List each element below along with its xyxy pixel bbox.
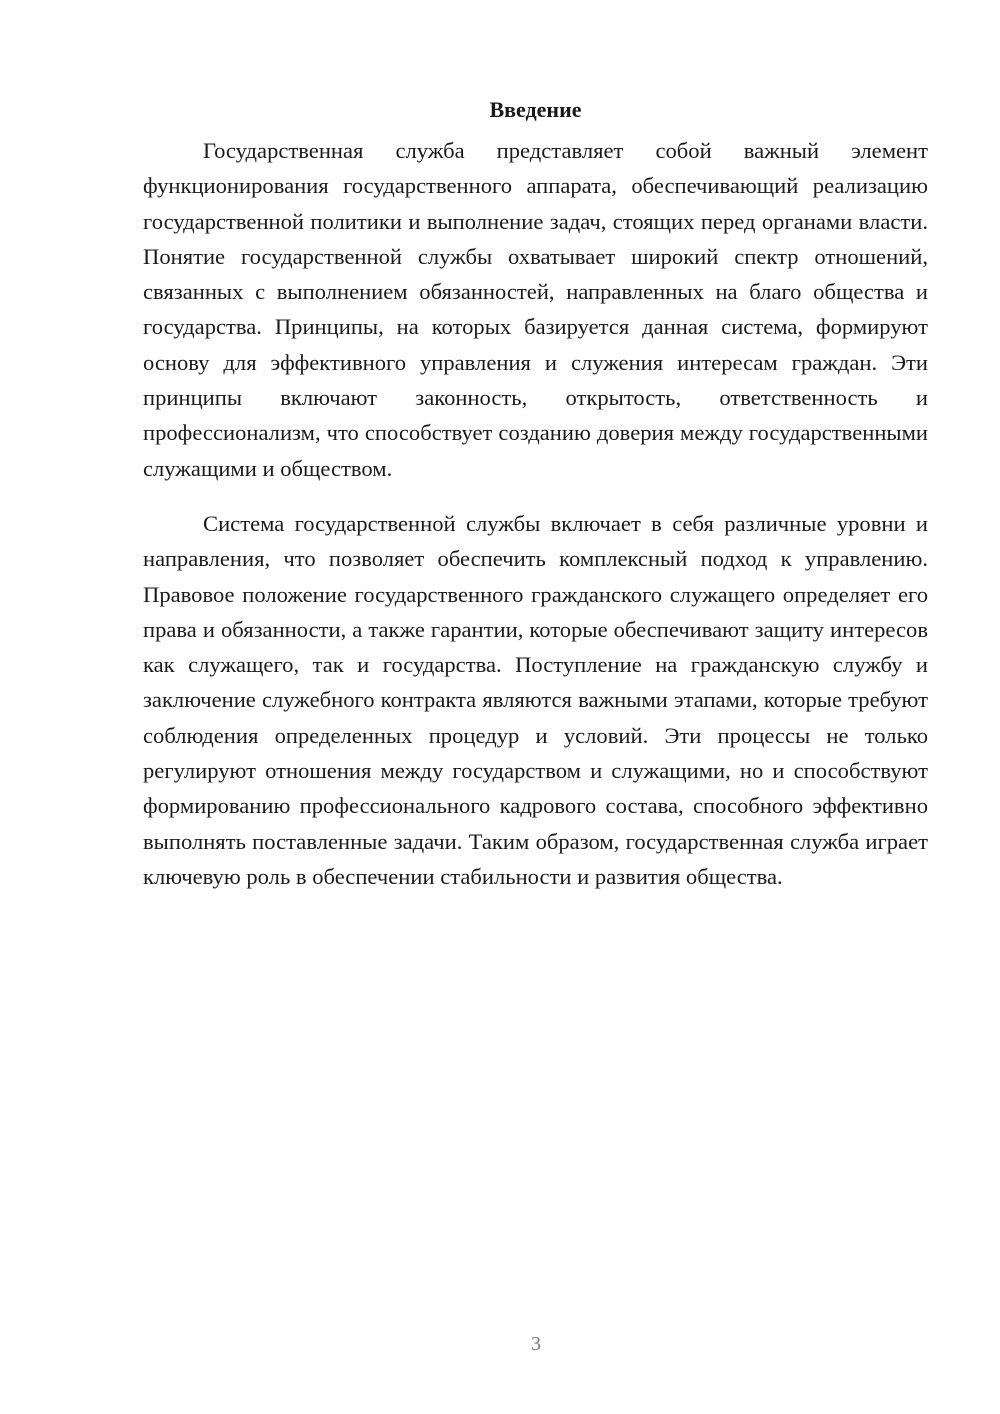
page-number: 3 bbox=[531, 1333, 541, 1355]
paragraph-2: Система государственной службы включает в себя различные уровни и направления, что позволяет обеспечить комплексный подход к управлению. Правовое положение государственного гражданского служащего определяет его права и обязанности, а также гарантии, которые обеспечивают защиту интересов как служащего, так и государства. Поступление на гражданскую службу и заключение служебного контракта являются важными этапами, которые требуют соблюдения определенных процедур и условий. Эти процессы не только регулируют отношения между государством и служащими, но и способствуют формированию профессионального кадрового состава, способного эффективно выполнять поставленные задачи. Таким образом, государственная служба играет ключевую роль в обеспечении стабильности и развития общества. bbox=[143, 510, 928, 889]
paragraph-1: Государственная служба представляет собой важный элемент функционирования государственного аппарата, обеспечивающий реализацию государственной политики и выполнение задач, стоящих перед органами власти. Понятие государственной службы охватывает широкий спектр отношений, связанных с выполнением обязанностей, направленных на благо общества и государства. Принципы, на которых базируется данная система, формируют основу для эффективного управления и служения интересам граждан. Эти принципы включают законность, открытость, ответственность и профессионализм, что способствует созданию доверия между государственными служащими и обществом. bbox=[143, 138, 928, 481]
section-heading: Введение bbox=[489, 97, 582, 122]
page-content bbox=[143, 92, 928, 894]
